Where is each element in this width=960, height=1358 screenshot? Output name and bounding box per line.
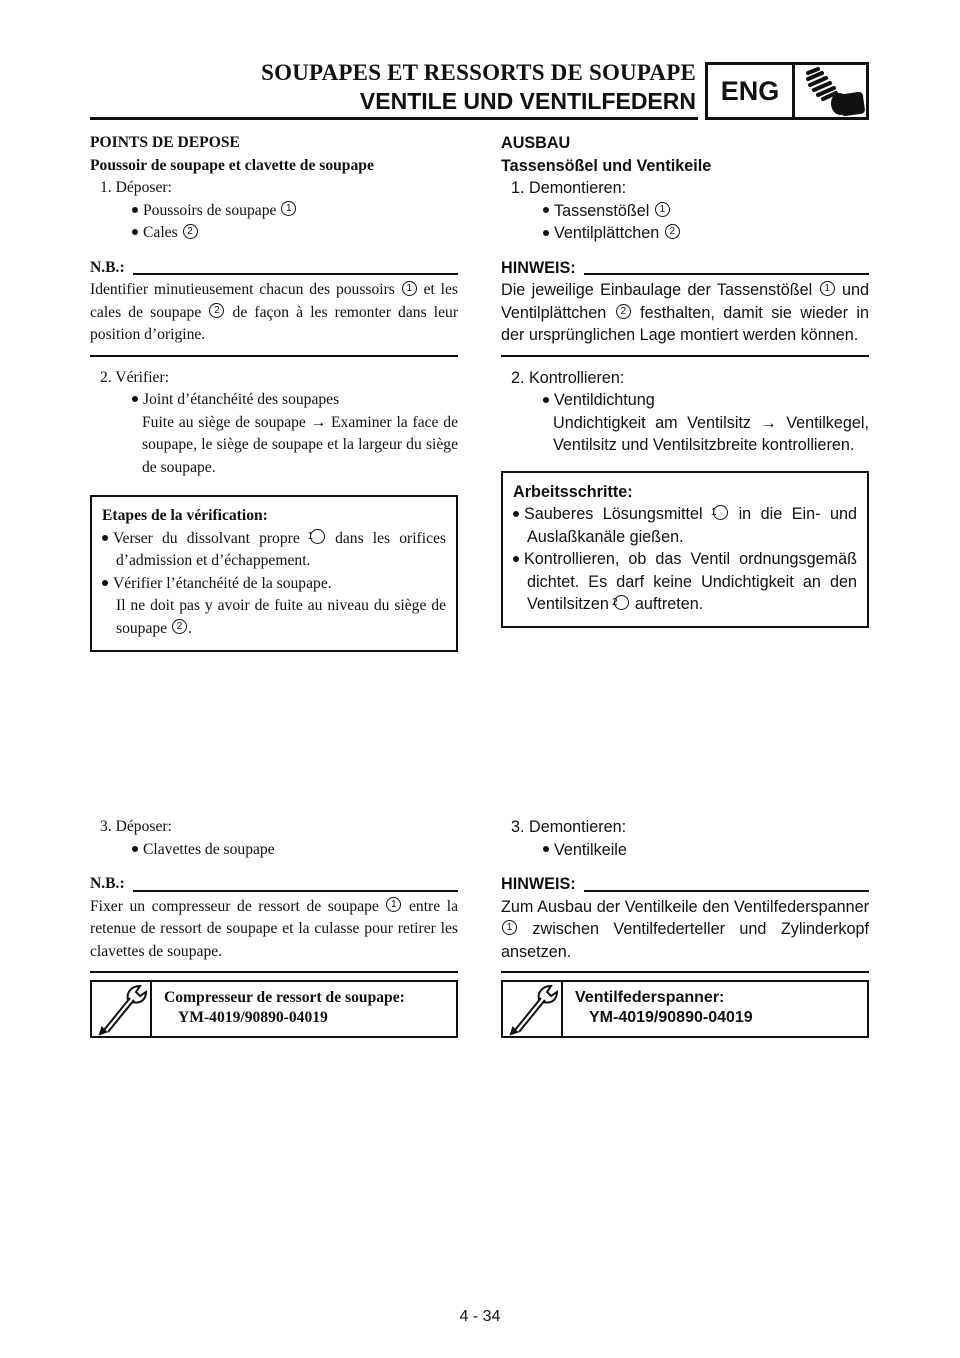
tool-number: YM-4019/90890-04019 [589,1009,753,1026]
bullet-icon [543,397,549,403]
procedure-title: Arbeitsschritte: [513,482,633,501]
step-2: 2. Vérifier: [100,368,169,386]
callout-2: 2 [614,595,629,610]
tool-name: Ventilfederspanner: [575,989,725,1006]
procedure-box [501,471,869,628]
bullet-icon [102,535,108,541]
subsection-heading: Tassensößel und Ventikeile [501,156,712,175]
bullet-icon [543,207,549,213]
note-header [501,257,869,280]
note-label: N.B.: [90,875,125,892]
callout-1: 1 [820,281,835,296]
callout-2: 2 [665,224,680,239]
bullet-icon [132,229,138,235]
note-end-rule [501,355,869,357]
bullet-icon [132,207,138,213]
note-text: Zum Ausbau der Ventilkeile den Ventilfederspanner 1 zwischen Ventilfederteller und Zylinderkopf ansetzen. [501,897,870,961]
callout-1: 1 [502,920,517,935]
bullet-icon [543,846,549,852]
step-2: 2. Kontrollieren: [511,368,625,387]
procedure-title: Etapes de la vérification: [102,507,268,524]
column-fr [90,132,458,652]
note-end-rule [90,355,458,357]
bullet-icon [132,396,138,402]
callout-1: 1 [310,529,325,544]
note-label: N.B.: [90,258,125,276]
list-item: Cales 2 [90,222,458,245]
callout-2: 2 [183,224,198,239]
bullet-icon [513,556,519,562]
list-item: Ventildichtung [501,389,869,412]
header-rule [90,117,698,120]
header-title-de: VENTILE UND VENTILFEDERN [359,88,696,114]
callout-1: 1 [713,505,728,520]
procedure-box [90,495,458,652]
note-label: HINWEIS: [501,258,576,277]
bullet-icon [543,230,549,236]
subsection-heading: Poussoir de soupape et clavette de soupape [90,156,374,174]
tool-text [164,988,405,1028]
list-item: Joint d’étanchéité des soupapes [90,389,458,412]
procedure-item: Sauberes Lösungsmittel 1 in die Ein- und Auslaßkanäle gießen. [513,503,857,548]
callout-1: 1 [402,281,417,296]
tool-cell [503,982,563,1036]
procedure-item: Kontrollieren, ob das Ventil ordnungsgemäß dichtet. Es darf keine Undichtigkeit an den Ventilsitzen 2 auftreten. [513,548,857,616]
lang-badge: ENG [708,65,795,117]
column-de [501,132,869,628]
section-heading: POINTS DE DEPOSE [90,134,240,151]
engine-valve-icon [796,67,868,119]
tool-name: Compresseur de ressort de soupape: [164,989,405,1006]
list-item: Tassenstößel 1 [501,200,869,223]
callout-2: 2 [209,303,224,318]
section-badge [705,62,869,120]
procedure-item: Vérifier l’étanchéité de la soupape. [102,573,446,596]
note-end-rule [90,971,458,973]
callout-2: 2 [616,304,631,319]
tool-text [575,988,753,1028]
section-heading: AUSBAU [501,134,571,152]
tool-cell [92,982,152,1036]
callout-1: 1 [281,201,296,216]
list-item: Poussoirs de soupape 1 [90,200,458,223]
bullet-icon [513,511,519,517]
step-3: 3. Demontieren: [511,818,627,836]
tool-box-fr [90,980,458,1038]
step-1: 1. Déposer: [100,179,172,196]
note-header [90,257,458,280]
page-number: 4 - 34 [459,1308,501,1325]
step-1: 1. Demontieren: [511,179,627,197]
column-de-lower [501,816,869,983]
wrench-icon [92,982,148,1036]
callout-1: 1 [655,202,670,217]
header-title-fr: SOUPAPES ET RESSORTS DE SOUPAPE [261,60,696,85]
list-item: Ventilkeile [501,839,869,862]
note-header [90,873,458,896]
bullet-icon [102,580,108,586]
procedure-item: Verser du dissolvant propre 1 dans les orifices d’admission et d’échappement. [102,528,446,573]
note-label: HINWEIS: [501,875,576,893]
check-text: Undichtigkeit am Ventilsitz → Ventilkegel, Ventilsitz und Ventilsitzbreite kontrollieren. [553,413,869,454]
column-fr-lower [90,816,458,983]
note-header [501,873,869,896]
tool-box-de [501,980,869,1038]
note-end-rule [501,971,869,973]
check-text: Fuite au siège de soupape → Examiner la face de soupape, le siège de soupape et la largeur du siège de soupape. [142,413,458,476]
bullet-icon [132,846,138,852]
list-item: Clavettes de soupape [90,839,458,862]
tool-number: YM-4019/90890-04019 [178,1009,328,1026]
procedure-text: Il ne doit pas y avoir de fuite au niveau du siège de soupape 2 . [116,597,446,637]
list-item: Ventilplättchen 2 [501,222,869,245]
step-3: 3. Déposer: [100,818,172,835]
note-text: Fixer un compresseur de ressort de soupape 1 entre la retenue de ressort de soupape et la culasse pour retirer les clavettes de soupape. [90,897,458,960]
wrench-icon [503,982,559,1036]
callout-1: 1 [386,897,401,912]
callout-2: 2 [172,619,187,634]
note-text: Identifier minutieusement chacun des poussoirs 1 et les cales de soupape 2 de façon à les remonter dans leur position d’origine. [90,281,459,343]
note-text: Die jeweilige Einbaulage der Tassenstößel 1 und Ventilplättchen 2 festhalten, damit sie wieder in der ursprünglichen Lage montiert werden können. [501,281,869,344]
